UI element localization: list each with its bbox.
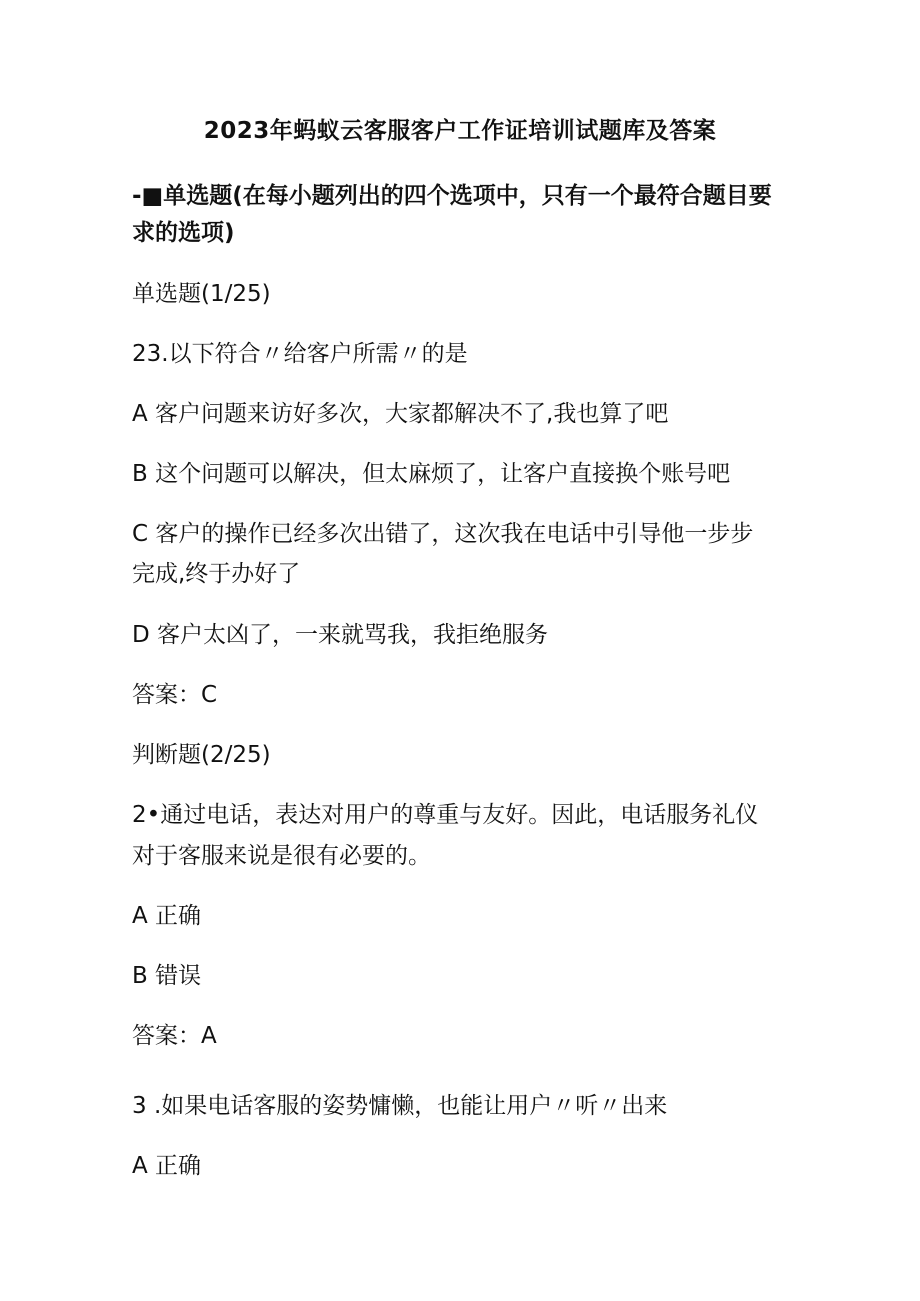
- answer: 答案：C: [132, 682, 218, 708]
- option-a: A 正确: [132, 1153, 202, 1179]
- section-heading-line-2: 求的选项): [132, 220, 235, 246]
- option-c-line-1: C 客户的操作已经多次出错了，这次我在电话中引导他一步步: [132, 521, 754, 547]
- question-text: 3 .如果电话客服的姿势慵懒，也能让用户〃听〃出来: [132, 1093, 668, 1119]
- question-text-line-2: 对于客服来说是很有必要的。: [132, 843, 431, 869]
- option-c-line-2: 完成,终于办好了: [132, 561, 301, 587]
- question-text-line-1: 2•通过电话，表达对用户的尊重与友好。因此，电话服务礼仪: [132, 802, 759, 828]
- option-b: B 错误: [132, 963, 202, 989]
- question-type-label: 单选题(1/25): [132, 281, 271, 307]
- question-type-label: 判断题(2/25): [132, 742, 271, 768]
- option-a: A 客户问题来访好多次，大家都解决不了,我也算了吧: [132, 401, 669, 427]
- answer: 答案：A: [132, 1023, 217, 1049]
- document-title: 2023年蚂蚁云客服客户工作证培训试题库及答案: [203, 118, 717, 144]
- option-d: D 客户太凶了，一来就骂我，我拒绝服务: [132, 622, 549, 648]
- option-b: B 这个问题可以解决，但太麻烦了，让客户直接换个账号吧: [132, 461, 731, 487]
- option-a: A 正确: [132, 903, 202, 929]
- section-heading-line-1: -■单选题(在每小题列出的四个选项中，只有一个最符合题目要: [132, 183, 772, 209]
- question-text: 23.以下符合〃给客户所需〃的是: [132, 341, 468, 367]
